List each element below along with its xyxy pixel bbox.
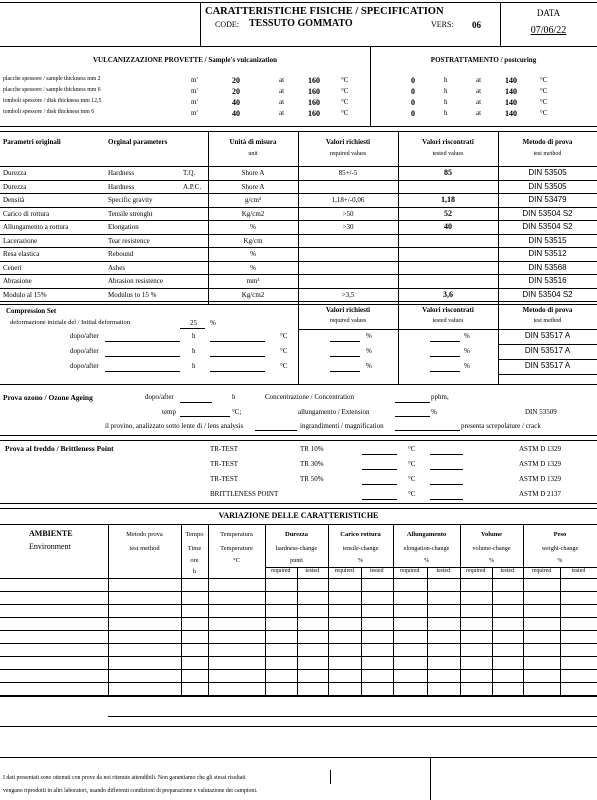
cold-test: TR-TEST: [210, 460, 238, 468]
column-divider: [427, 567, 428, 696]
ozone-temp-label: temp: [162, 408, 176, 416]
vulc-unit: m': [191, 87, 198, 95]
cs-h-label: h: [192, 332, 196, 340]
ozone-h-label: h: [232, 393, 236, 401]
post-h: h: [444, 76, 448, 84]
param-it: Abrasione: [3, 277, 32, 285]
param-en: Hardness: [108, 169, 135, 177]
doc-title: CARATTERISTICHE FISICHE / SPECIFICATION: [205, 6, 444, 17]
cold-method: ASTM D 2137: [519, 490, 562, 498]
param-it: Modulo al 15%: [3, 290, 47, 299]
var-group-label: Durezza: [285, 531, 308, 538]
vulc-temp: 160: [308, 87, 320, 96]
ozone-pct-label: %: [431, 408, 437, 416]
cs-h-field[interactable]: [210, 371, 265, 372]
cs-col-required-en: required values: [329, 318, 367, 324]
cold-value-field[interactable]: [362, 484, 397, 485]
vulc-deg: °C: [341, 109, 349, 117]
cold-value-field[interactable]: [362, 454, 397, 455]
param-it: Resa elastica: [3, 250, 40, 258]
column-divider: [492, 567, 493, 696]
col-tested: Valori riscontrati: [422, 138, 474, 146]
post-at: at: [476, 76, 482, 84]
ozone-method: DIN 53509: [525, 408, 557, 416]
param-method: DIN 53516: [528, 276, 567, 285]
param-it: Durezza: [3, 182, 27, 191]
post-h: h: [444, 109, 448, 117]
row-divider: [0, 604, 597, 605]
post-at: at: [476, 87, 482, 95]
cold-unit: °C: [408, 445, 416, 453]
col-method: Metodo di prova: [522, 138, 573, 146]
param-it: Lacerazione: [3, 236, 38, 245]
cold-method: ASTM D 1329: [519, 475, 562, 483]
ozone-c-label: °C;: [232, 408, 242, 416]
param-en: Hardness: [108, 182, 135, 191]
param-en: Elongation: [108, 223, 139, 231]
cs-test-pct: %: [464, 347, 470, 355]
column-divider: [361, 567, 362, 696]
row-divider: [0, 643, 597, 644]
var-group-unit: %: [423, 557, 430, 564]
param-en: Modulus to 15 %: [108, 290, 157, 299]
cold-value-field[interactable]: [362, 499, 397, 500]
vulc-deg: °C: [341, 87, 349, 95]
param-method: DIN 53479: [528, 195, 567, 204]
post-hours: 0: [411, 76, 415, 85]
var-time-h: h: [192, 568, 197, 575]
ozone-title: Prova ozono / Ozone Ageing: [3, 393, 93, 402]
var-group-label: Volume: [480, 531, 503, 538]
cold-tested-field[interactable]: [430, 484, 463, 485]
cs-col-method: Metodo di prova: [522, 306, 573, 314]
row-divider: [0, 669, 597, 670]
param-unit: %: [250, 223, 256, 231]
post-deg: °C: [540, 76, 548, 84]
param-unit: mm³: [246, 277, 260, 285]
row-divider: [0, 261, 597, 262]
cs-h-label: h: [192, 362, 196, 370]
param-it: Ceneri: [3, 263, 22, 272]
vers-label: VERS:: [431, 20, 454, 29]
var-group-en: hardness-change: [275, 545, 318, 552]
post-temp: 140: [505, 76, 517, 85]
cold-title: Prova al freddo / Brittleness Point: [5, 444, 114, 453]
var-group-en: elongation-change: [403, 545, 450, 552]
param-unit: Kg/cm2: [241, 209, 265, 218]
cs-after-label: dopo/after: [70, 332, 99, 340]
post-at: at: [476, 98, 482, 106]
param-tested: 52: [444, 208, 452, 218]
ozone-concentration-label: Concentrazione / Concentration: [265, 393, 355, 401]
ozone-extension-label: allungamento / Extension: [298, 408, 370, 416]
cold-level: TR 30%: [300, 460, 324, 468]
date-value: 07/06/22: [530, 25, 567, 36]
param-method: DIN 53504 S2: [522, 208, 573, 218]
param-en2: T.Q.: [183, 169, 196, 177]
vulc-unit: m': [191, 98, 198, 106]
cold-unit: °C: [408, 490, 416, 498]
param-unit: %: [250, 263, 256, 272]
col-method-en: test method: [533, 151, 562, 157]
cs-col-method-en: test method: [533, 318, 562, 324]
row-divider: [0, 234, 597, 235]
post-temp: 140: [505, 87, 517, 96]
var-time-label: Tempo: [185, 531, 204, 538]
param-unit: g/cm³: [244, 196, 262, 204]
post-deg: °C: [540, 109, 548, 117]
param-required: >50: [342, 209, 354, 218]
var-tested-label: tested: [369, 568, 384, 574]
code-value: TESSUTO GOMMATO: [249, 18, 353, 29]
param-en: Abrasion resistence: [108, 277, 164, 285]
col-unit: Unità di misura: [229, 138, 277, 146]
cs-col-tested: Valori riscontrati: [422, 306, 474, 314]
vulc-desc: placche spessore / sample thickness mm 2: [3, 76, 101, 82]
cold-method: ASTM D 1329: [519, 460, 562, 468]
row-divider: [0, 696, 597, 697]
param-method: DIN 53505: [528, 181, 567, 191]
cold-tested-field[interactable]: [430, 469, 463, 470]
var-required-label: required: [531, 568, 552, 574]
param-en: Ashes: [108, 263, 126, 272]
post-h: h: [444, 87, 448, 95]
vulc-time: 20: [232, 87, 240, 96]
param-required: >30: [342, 223, 354, 231]
param-tested: 40: [444, 222, 452, 231]
row-divider: [0, 207, 597, 208]
footer-line-2: vengano riprodotti in altri laboratori, usando differenti condizioni di preparazione e valutazione dei campioni.: [3, 788, 258, 794]
vulc-unit: m': [191, 76, 198, 84]
cs-test-pct: %: [464, 362, 470, 370]
param-method: DIN 53515: [528, 235, 567, 245]
cs-method: DIN 53517 A: [524, 331, 571, 340]
var-tested-label: tested: [500, 568, 515, 574]
var-group-en: volume-change: [472, 545, 511, 552]
row-divider: [0, 180, 597, 181]
var-required-label: required: [271, 568, 291, 574]
date-label: DATA: [536, 8, 561, 18]
var-group-unit: %: [357, 557, 364, 564]
cs-h-field[interactable]: [210, 341, 265, 342]
param-unit: Kg/cm2: [241, 290, 265, 299]
param-required: 85+/-5: [338, 169, 358, 177]
var-temp-unit: °C: [233, 557, 240, 564]
code-label: CODE:: [215, 20, 239, 29]
row-divider: [498, 344, 597, 345]
param-it: Densità: [3, 196, 25, 204]
var-required-label: required: [466, 568, 486, 574]
cs-req-pct: %: [366, 362, 372, 370]
vulc-at: at: [279, 109, 285, 117]
cold-test: BRITTLENESS POINT: [210, 490, 279, 498]
cold-level: TR 50%: [300, 475, 324, 483]
vulc-unit: m': [191, 109, 198, 117]
param-method: DIN 53504 S2: [522, 222, 573, 231]
param-it: Allungamento a rottura: [3, 223, 69, 231]
cs-test-field[interactable]: [430, 356, 460, 357]
var-time-en: Time: [187, 545, 202, 552]
col-param-it: Parametri originali: [3, 138, 61, 146]
cs-method: DIN 53517 A: [524, 361, 571, 370]
var-group-unit: %: [488, 557, 495, 564]
var-group-en: weight-change: [541, 545, 579, 552]
var-time-unit: ore: [190, 557, 199, 564]
initial-deformation-value: 25: [190, 319, 197, 327]
ozone-after-label: dopo/after: [145, 393, 174, 401]
vulc-title: VULCANIZZAZIONE PROVETTE / Sample's vulcanization: [93, 56, 277, 64]
cs-after-label: dopo/after: [70, 347, 99, 355]
vulc-desc: tomboli spessore / disk thickness mm 12,5: [3, 98, 102, 104]
row-divider: [0, 220, 597, 221]
vulc-time: 20: [232, 76, 240, 85]
col-unit-en: unit: [248, 151, 258, 157]
cs-method: DIN 53517 A: [524, 346, 571, 355]
column-divider: [398, 304, 399, 384]
cold-unit: °C: [408, 475, 416, 483]
cold-test: TR-TEST: [210, 445, 238, 453]
row-divider: [0, 591, 597, 592]
param-en: Tear resistence: [108, 236, 150, 245]
cs-req-pct: %: [366, 332, 372, 340]
variation-title: VARIAZIONE DELLE CARATTERISTICHE: [218, 511, 379, 520]
vulc-desc: placche spessore / sample thickness mm 6: [3, 87, 101, 93]
column-divider: [297, 567, 298, 696]
row-divider: [0, 578, 597, 579]
param-unit: Shore A: [241, 182, 265, 191]
var-temp-en: Temperature: [220, 545, 253, 552]
param-method: DIN 53505: [528, 168, 567, 177]
post-temp: 140: [505, 98, 517, 107]
vers-value: 06: [472, 20, 481, 30]
var-group-label: Allungamento: [406, 531, 447, 538]
col-required: Valori richiesti: [325, 138, 371, 146]
vulc-at: at: [279, 76, 285, 84]
initial-deformation-label: deformazione iniziale del / Initial deformation: [10, 319, 131, 326]
param-tested: 3,6: [443, 289, 453, 299]
param-method: DIN 53512: [528, 249, 567, 258]
param-en2: A.P.C.: [183, 182, 202, 191]
row-divider: [0, 193, 597, 194]
param-en: Tensile strenght: [108, 209, 153, 218]
cold-unit: °C: [408, 460, 416, 468]
col-param-en: Orginal parameters: [108, 138, 168, 146]
cs-after-field[interactable]: [105, 356, 180, 357]
post-deg: °C: [540, 98, 548, 106]
initial-deformation-unit: %: [210, 319, 216, 327]
param-en: Specific gravity: [108, 196, 153, 204]
param-it: Carico di rottura: [3, 209, 50, 218]
row-divider: [498, 359, 597, 360]
cs-after-field[interactable]: [105, 341, 180, 342]
var-method-label: Metodo prova: [126, 531, 163, 538]
row-divider: [0, 247, 597, 248]
var-env-en: Environment: [29, 542, 71, 551]
param-required: 1,18+/-0,06: [331, 196, 365, 204]
ozone-pphm-label: pphm,: [431, 393, 449, 401]
var-tested-label: tested: [305, 568, 320, 574]
var-group-label: Peso: [553, 531, 567, 538]
param-unit: Shore A: [241, 169, 265, 177]
cold-tested-field[interactable]: [430, 499, 463, 500]
cold-tested-field[interactable]: [430, 454, 463, 455]
vulc-desc: tomboli spessore / disk thickness mm 6: [3, 109, 95, 115]
post-temp: 140: [505, 109, 517, 118]
param-unit: %: [250, 250, 256, 258]
cs-after-label: dopo/after: [70, 362, 99, 370]
cs-test-field[interactable]: [430, 341, 460, 342]
cs-h-label: h: [192, 347, 196, 355]
row-divider: [0, 617, 597, 618]
ozone-magnification-label: ingrandimenti / magnification: [300, 422, 384, 430]
param-it: Durezza: [3, 169, 27, 177]
row-divider: [0, 630, 597, 631]
cs-c-label: °C: [280, 347, 288, 355]
vulc-time: 40: [232, 109, 240, 118]
column-divider: [298, 304, 299, 384]
var-method-en: test method: [129, 545, 160, 552]
param-tested: 85: [444, 168, 452, 177]
vulc-deg: °C: [341, 98, 349, 106]
row-divider: [498, 374, 597, 375]
vulc-temp: 160: [308, 76, 320, 85]
cold-test: TR-TEST: [210, 475, 238, 483]
param-en: Rebound: [108, 250, 134, 258]
col-tested-en: tested values: [432, 151, 464, 157]
row-divider: [0, 682, 597, 683]
vulc-at: at: [279, 98, 285, 106]
cs-test-field[interactable]: [430, 371, 460, 372]
cs-c-label: °C: [280, 332, 288, 340]
var-required-label: required: [334, 568, 354, 574]
post-h: h: [444, 98, 448, 106]
post-hours: 0: [411, 87, 415, 96]
var-group-unit: %: [557, 557, 563, 564]
cs-req-field[interactable]: [330, 356, 360, 357]
param-method: DIN 53504 S2: [522, 289, 573, 299]
cs-c-label: °C: [280, 362, 288, 370]
cs-h-field[interactable]: [210, 356, 265, 357]
cold-value-field[interactable]: [362, 469, 397, 470]
param-required: >3,5: [341, 290, 355, 299]
cs-req-pct: %: [366, 347, 372, 355]
vulc-at: at: [279, 87, 285, 95]
param-unit: Kg/cm: [243, 236, 263, 245]
var-group-unit: punti: [290, 557, 303, 564]
compression-title: Compression Set: [6, 307, 57, 315]
column-divider: [560, 567, 561, 696]
cs-req-field[interactable]: [330, 371, 360, 372]
cs-req-field[interactable]: [330, 341, 360, 342]
post-hours: 0: [411, 98, 415, 107]
cs-col-tested-en: tested values: [432, 318, 464, 324]
row-divider: [0, 656, 597, 657]
cs-after-field[interactable]: [105, 371, 180, 372]
footer-line-1: I dati presentati sono ottenuti con prove da noi ritenute attendibili. Non garantiamo che gli stessi risultati: [3, 775, 246, 781]
var-tested-label: tested: [571, 568, 586, 574]
param-method: DIN 53568: [528, 262, 567, 272]
param-tested: 1,18: [441, 195, 455, 204]
vulc-temp: 160: [308, 109, 320, 118]
post-deg: °C: [540, 87, 548, 95]
vulc-time: 40: [232, 98, 240, 107]
var-group-label: Carico rottura: [340, 531, 381, 538]
post-hours: 0: [411, 109, 415, 118]
var-env-label: AMBIENTE: [29, 529, 73, 538]
vulc-deg: °C: [341, 76, 349, 84]
ozone-crack-label: presenta screpolature / crack: [461, 422, 541, 430]
col-required-en: required values: [329, 151, 367, 157]
cold-method: ASTM D 1329: [519, 445, 562, 453]
vulc-temp: 160: [308, 98, 320, 107]
var-tested-label: tested: [436, 568, 451, 574]
var-required-label: required: [400, 568, 420, 574]
var-temp-label: Temperatura: [220, 531, 253, 538]
post-at: at: [476, 109, 482, 117]
post-title: POSTRATTAMENTO / postcuring: [430, 56, 537, 64]
cs-test-pct: %: [464, 332, 470, 340]
cs-col-required: Valori richiesti: [325, 306, 371, 314]
ozone-lens-label: il provino, analizzato sotto lente di / lens analysis: [105, 422, 244, 430]
row-divider: [0, 288, 597, 289]
cold-level: TR 10%: [300, 445, 324, 453]
row-divider: [0, 274, 597, 275]
row-divider: [0, 301, 597, 302]
var-group-en: tensile-change: [342, 545, 379, 552]
